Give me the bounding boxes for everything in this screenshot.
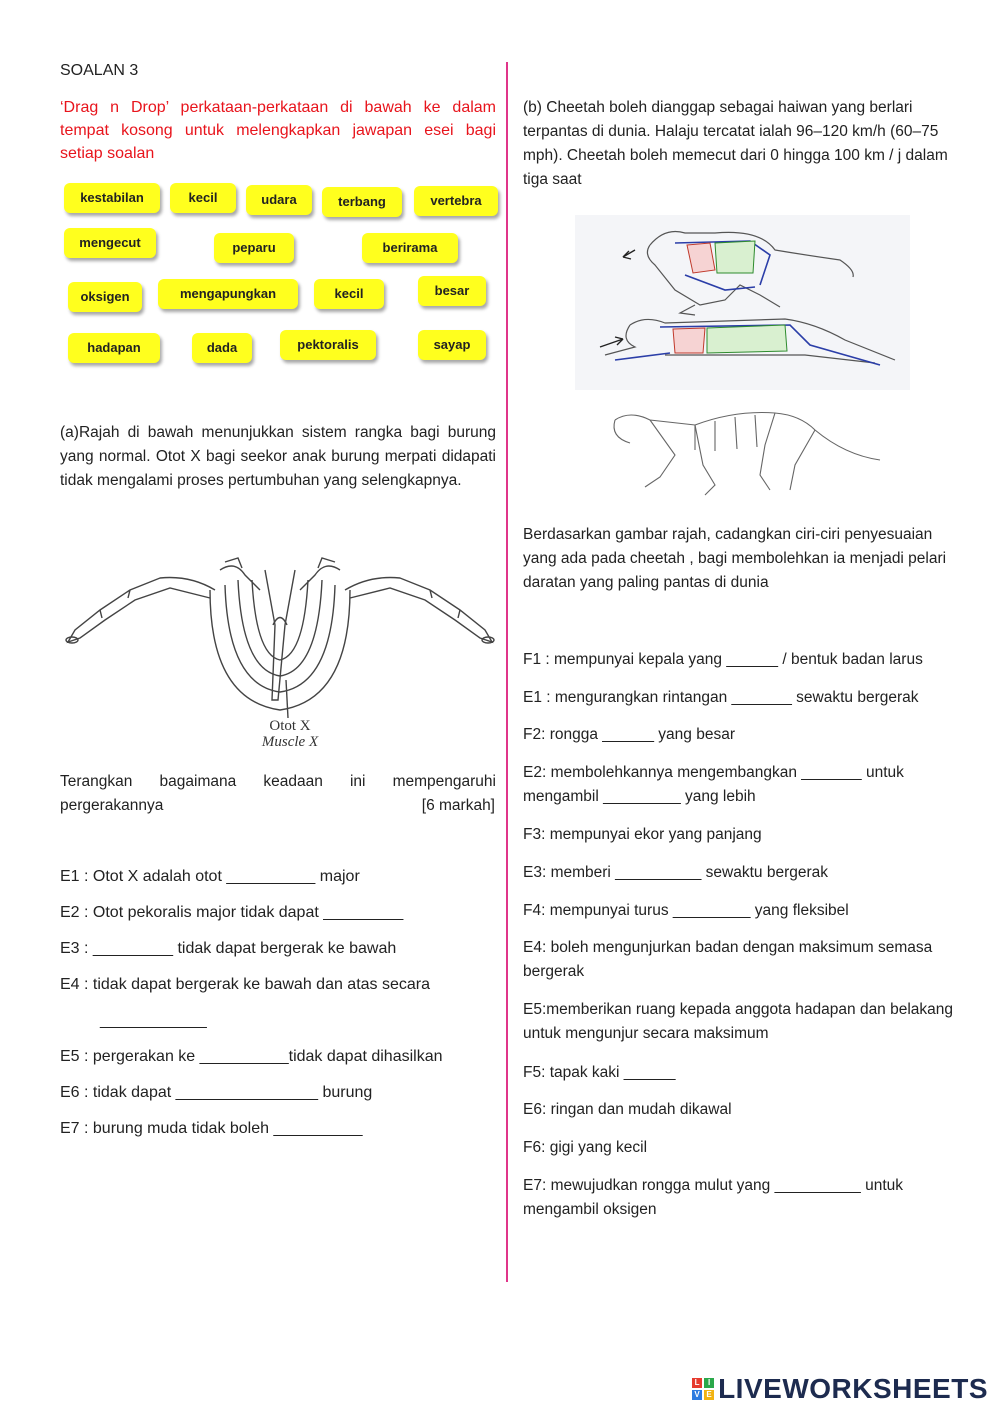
word-chip[interactable]: mengecut	[64, 228, 156, 258]
word-chip[interactable]: oksigen	[68, 282, 142, 312]
answer-line-e6b: E6: ringan dan mudah dikawal	[523, 1101, 732, 1118]
instruction-text: ‘Drag n Drop’ perkataan-perkataan di bawah ke dalam tempat kosong untuk melengkapkan jawapan esei bagi setiap soalan	[60, 99, 496, 162]
word-chip[interactable]: peparu	[214, 233, 294, 263]
word-chip[interactable]: dada	[192, 333, 252, 363]
bird-skeleton-diagram	[60, 550, 500, 750]
muscle-x-label-en: Muscle X	[261, 734, 319, 750]
word-chip[interactable]: terbang	[322, 187, 402, 217]
page-title: SOALAN 3	[60, 62, 139, 79]
part-a-intro: (a)Rajah di bawah menunjukkan sistem rangka bagi burung yang normal. Otot X bagi seekor anak burung merpati didapati tidak mengalami proses pertumbuhan yang selengkapnya.	[60, 424, 496, 489]
answer-blank-e4[interactable]: ____________	[100, 1012, 207, 1029]
answer-line-e4b: E4: boleh mengunjurkan badan dengan maksimum semasa bergerak	[523, 939, 933, 980]
answer-line-f3: F3: mempunyai ekor yang panjang	[523, 826, 762, 843]
answer-line-e6[interactable]: E6 : tidak dapat ________________ burung	[60, 1084, 373, 1101]
logo-text: LIVEWORKSHEETS	[718, 1373, 988, 1404]
part-b-question: Berdasarkan gambar rajah, cadangkan ciri-ciri penyesuaian yang ada pada cheetah , bagi membolehkan ia menjadi pelari daratan yang paling pantas di dunia	[523, 526, 947, 591]
answer-line-f2[interactable]: F2: rongga ______ yang besar	[523, 726, 735, 743]
word-chip[interactable]: vertebra	[414, 186, 498, 216]
answer-line-f1[interactable]: F1 : mempunyai kepala yang ______ / bentuk badan larus	[523, 651, 923, 668]
answer-line-e2[interactable]: E2 : Otot pekoralis major tidak dapat _________	[60, 904, 404, 921]
part-a-marks: [6 markah]	[421, 797, 495, 814]
answer-line-e7[interactable]: E7 : burung muda tidak boleh __________	[60, 1120, 363, 1137]
answer-line-e4[interactable]: E4 : tidak dapat bergerak ke bawah dan atas secara	[60, 976, 431, 993]
part-a-question-text: Terangkan bagaimana keadaan ini mempengaruhi pergerakannya	[60, 773, 496, 814]
answer-line-e5[interactable]: E5 : pergerakan ke __________tidak dapat dihasilkan	[60, 1048, 443, 1065]
word-chip[interactable]: mengapungkan	[158, 279, 298, 309]
liveworksheets-logo[interactable]	[692, 1373, 988, 1405]
word-chip[interactable]: hadapan	[68, 333, 160, 363]
word-chip[interactable]: sayap	[418, 330, 486, 360]
answer-line-f5[interactable]: F5: tapak kaki ______	[523, 1064, 676, 1081]
answer-line-e3[interactable]: E3 : _________ tidak dapat bergerak ke bawah	[60, 940, 397, 957]
logo-grid-icon: L I V E	[692, 1378, 714, 1400]
answer-line-e1b[interactable]: E1 : mengurangkan rintangan _______ sewaktu bergerak	[523, 689, 919, 706]
column-divider	[506, 62, 508, 1282]
answer-line-e2b[interactable]: E2: membolehkannya mengembangkan _______ untuk mengambil _________ yang lebih	[523, 764, 904, 805]
word-chip[interactable]: kecil	[314, 279, 384, 309]
part-b-intro: (b) Cheetah boleh dianggap sebagai haiwan yang berlari terpantas di dunia. Halaju tercatat ialah 96–120 km/h (60–75 mph). Cheetah boleh memecut dari 0 hingga 100 km / j dalam tiga saat	[523, 99, 948, 188]
answer-line-e3b[interactable]: E3: memberi __________ sewaktu bergerak	[523, 864, 829, 881]
word-chip[interactable]: berirama	[362, 233, 458, 263]
muscle-x-label: Otot X	[269, 718, 311, 734]
answer-line-f6: F6: gigi yang kecil	[523, 1139, 648, 1156]
word-chip[interactable]: besar	[418, 276, 486, 306]
word-chip[interactable]: pektoralis	[280, 330, 376, 360]
answer-line-e5b: E5:memberikan ruang kepada anggota hadapan dan belakang untuk mengunjur secara maksimum	[523, 1001, 954, 1042]
answer-line-f4[interactable]: F4: mempunyai turus _________ yang fleksibel	[523, 902, 849, 919]
answer-line-e1[interactable]: E1 : Otot X adalah otot __________ major	[60, 868, 360, 885]
word-chip[interactable]: kecil	[170, 183, 236, 213]
word-chip[interactable]: kestabilan	[64, 183, 160, 213]
cheetah-diagram	[575, 215, 910, 505]
word-chip[interactable]: udara	[246, 185, 312, 215]
answer-line-e7b[interactable]: E7: mewujudkan rongga mulut yang __________ untuk mengambil oksigen	[523, 1177, 904, 1218]
